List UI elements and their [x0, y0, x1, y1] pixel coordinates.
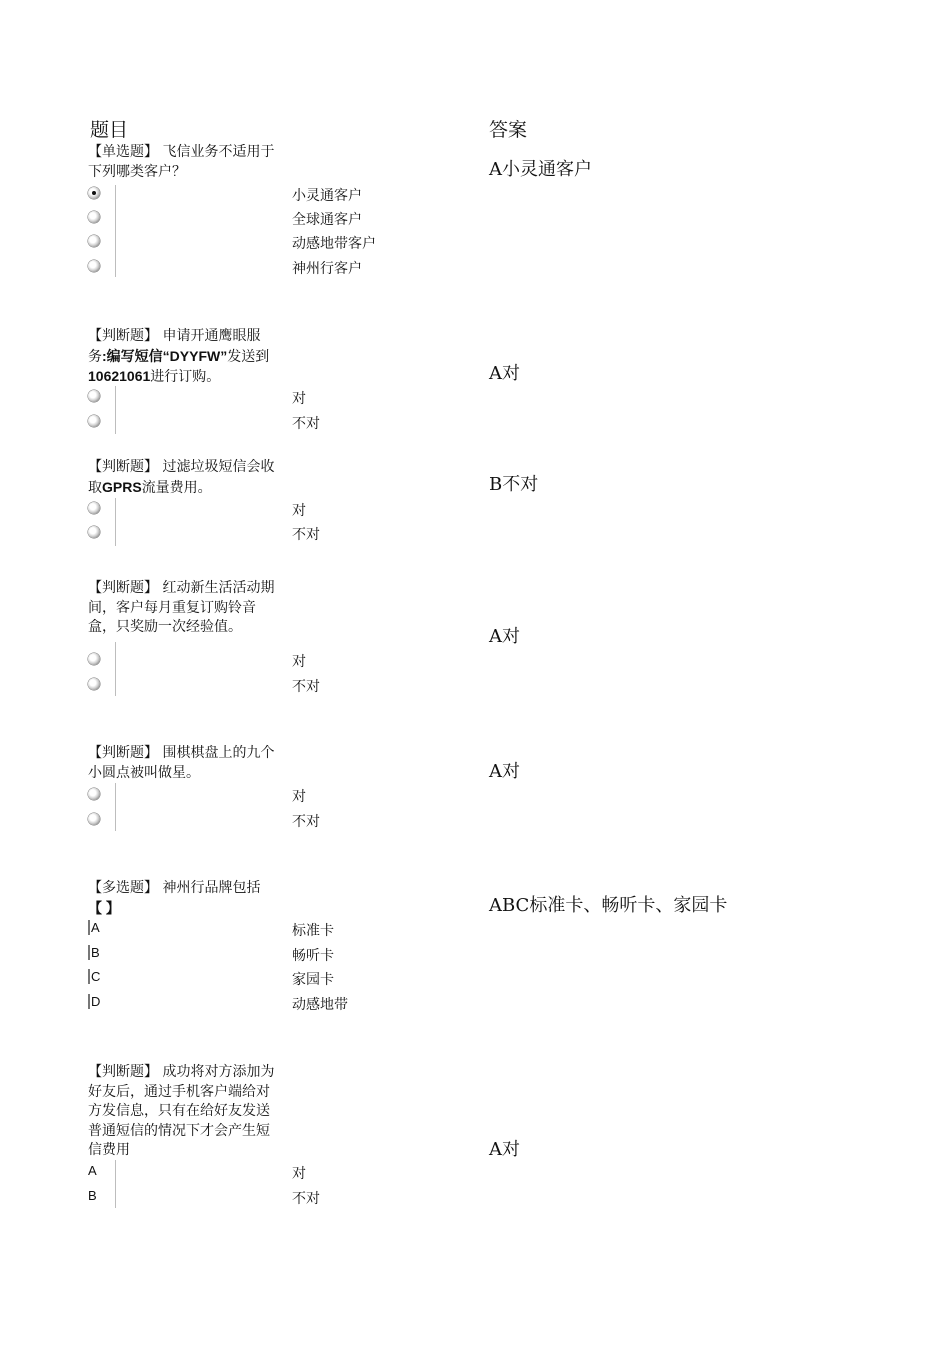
radio-selected-icon[interactable]: [88, 187, 100, 199]
option-label: 动感地带客户: [292, 236, 376, 252]
question-2-text: 【判断题】 申请开通鹰眼服务:编写短信“DYYFW”发送到10621061进行订购。: [88, 328, 270, 385]
radio-icon[interactable]: [88, 211, 100, 223]
question-4-text: 【判断题】 红动新生活活动期间，客户每月重复订购铃音盒，只奖励一次经验值。: [88, 580, 275, 635]
question-1-text: 【单选题】 飞信业务不适用于下列哪类客户？: [88, 144, 275, 180]
option-row[interactable]: [88, 945, 388, 969]
checkbox[interactable]: B: [88, 945, 100, 960]
option-label: 家园卡: [292, 972, 334, 988]
checkbox[interactable]: C: [88, 969, 100, 984]
option-row[interactable]: [88, 413, 388, 437]
answer-3: B不对: [489, 474, 539, 495]
radio-icon[interactable]: [88, 653, 100, 665]
option-label: 对: [292, 1166, 306, 1182]
option-label: 不对: [292, 814, 320, 830]
radio-icon[interactable]: [88, 813, 100, 825]
option-label: 畅听卡: [292, 948, 334, 964]
question-column-header: 题目: [90, 119, 129, 141]
option-row[interactable]: [88, 524, 388, 548]
option-label: 对: [292, 789, 306, 805]
option-row[interactable]: [88, 258, 388, 282]
option-row[interactable]: [88, 969, 388, 993]
option-label: 对: [292, 391, 306, 407]
radio-icon[interactable]: [88, 678, 100, 690]
answer-5: A对: [489, 761, 520, 782]
radio-letter-icon[interactable]: B: [88, 1188, 97, 1203]
radio-icon[interactable]: [88, 526, 100, 538]
option-row[interactable]: [88, 185, 388, 209]
option-row[interactable]: [88, 500, 388, 524]
option-label: 对: [292, 503, 306, 519]
checkbox[interactable]: D: [88, 994, 100, 1009]
option-row[interactable]: [88, 1163, 388, 1187]
radio-letter-icon[interactable]: A: [88, 1163, 97, 1178]
option-row[interactable]: [88, 994, 388, 1018]
option-label: 不对: [292, 527, 320, 543]
option-label: 动感地带: [292, 997, 348, 1013]
question-6-text: 【多选题】 神州行品牌包括 【 】: [88, 880, 261, 916]
option-label: 神州行客户: [292, 261, 362, 277]
answer-2: A对: [489, 363, 520, 384]
option-label: 标准卡: [292, 923, 334, 939]
option-row[interactable]: [88, 920, 388, 944]
option-row[interactable]: [88, 388, 388, 412]
option-label: 不对: [292, 416, 320, 432]
option-row[interactable]: [88, 651, 388, 675]
answer-7: A对: [489, 1139, 520, 1160]
radio-icon[interactable]: [88, 415, 100, 427]
answer-6: ABC标准卡、畅听卡、家园卡: [489, 895, 728, 916]
option-label: 全球通客户: [292, 212, 362, 228]
option-row[interactable]: [88, 209, 388, 233]
radio-icon[interactable]: [88, 788, 100, 800]
question-7-text: 【判断题】 成功将对方添加为好友后，通过手机客户端给对方发信息，只有在给好友发送普通短信的情况下才会产生短信费用: [88, 1064, 275, 1158]
option-label: 对: [292, 654, 306, 670]
radio-icon[interactable]: [88, 390, 100, 402]
option-row[interactable]: [88, 676, 388, 700]
answer-4: A对: [489, 626, 520, 647]
checkbox[interactable]: A: [88, 920, 100, 935]
option-row[interactable]: [88, 233, 388, 257]
option-label: 不对: [292, 679, 320, 695]
option-label: 不对: [292, 1191, 320, 1207]
question-3-text: 【判断题】 过滤垃圾短信会收取GPRS流量费用。: [88, 459, 275, 496]
radio-icon[interactable]: [88, 502, 100, 514]
option-row[interactable]: [88, 786, 388, 810]
option-row[interactable]: [88, 1188, 388, 1212]
question-5-text: 【判断题】 围棋棋盘上的九个小圆点被叫做星。: [88, 745, 275, 781]
answer-1: A小灵通客户: [489, 159, 592, 180]
option-row[interactable]: [88, 811, 388, 835]
radio-icon[interactable]: [88, 235, 100, 247]
radio-icon[interactable]: [88, 260, 100, 272]
answer-column-header: 答案: [489, 119, 528, 141]
option-label: 小灵通客户: [292, 188, 362, 204]
